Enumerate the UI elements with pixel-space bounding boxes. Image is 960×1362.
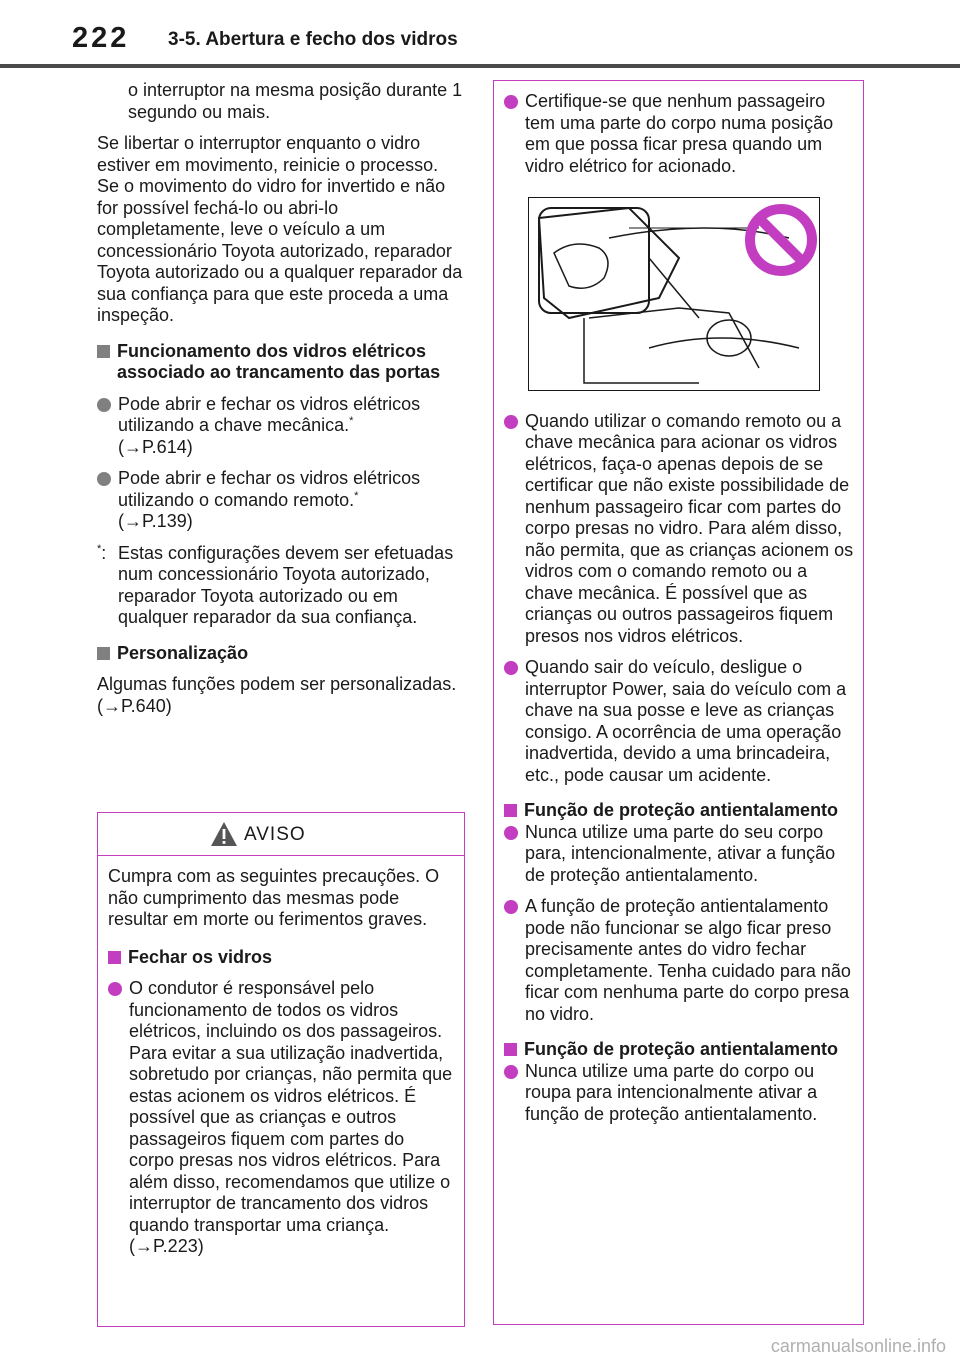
- bullet-dot-icon: [97, 472, 111, 486]
- footnote: *: Estas configurações devem ser efetuadas num concessionário Toyota autorizado, reparador Toyota autorizado ou em qualquer reparador da sua confiança.: [97, 542, 454, 627]
- page-header: [0, 0, 960, 70]
- bullet-dot-icon: [504, 415, 518, 429]
- square-marker-icon: [97, 345, 110, 358]
- bullet-dot-icon: [504, 1065, 518, 1079]
- heading-customization: Personalização: [97, 643, 467, 665]
- bullet-dot-icon: [108, 982, 122, 996]
- heading-closing-windows: Fechar os vidros: [108, 947, 454, 969]
- right-warning-column: [493, 80, 864, 1325]
- bullet-never-activate-body: Nunca utilize uma parte do seu corpo para, intencionalmente, ativar a função de proteção antientalamento.: [504, 822, 855, 887]
- square-marker-icon: [108, 951, 121, 964]
- paragraph-inspection: Se o movimento do vidro for invertido e não for possível fechá-lo ou abri-lo completamente, leve o veículo a um concessionário Toyota autorizado, reparador Toyota autorizado ou a qualquer reparador da sua confiança para que este proceda a uma inspeção.: [97, 176, 463, 325]
- warning-label: AVISO: [244, 824, 306, 845]
- header-rule: [0, 64, 960, 68]
- warning-intro: Cumpra com as seguintes precauções. O não cumprimento das mesmas pode resultar em morte ou ferimentos graves.: [108, 866, 440, 929]
- warning-box: [97, 812, 465, 1327]
- bullet-never-activate-clothing: Nunca utilize uma parte do corpo ou roupa para intencionalmente ativar a função de proteção antientalamento.: [504, 1061, 855, 1126]
- bullet-remote-key-caution: Quando utilizar o comando remoto ou a chave mecânica para acionar os vidros elétricos, faça-o apenas depois de se certificar que não existe possibilidade de nenhum passageiro ficar com partes do corpo presas no vidro. Para além disso, não permita, que as crianças acionem os vidros com o comando remoto ou a chave mecânica. É possível que as crianças ou outros passageiros fiquem presos nos vidros elétricos.: [504, 411, 855, 648]
- paragraph-customization: Algumas funções podem ser personalizadas. (→P.640): [97, 674, 457, 716]
- left-column: [97, 80, 467, 727]
- intro-continuation: o interruptor na mesma posição durante 1 segundo ou mais.: [128, 80, 463, 122]
- bullet-mechanical-key: Pode abrir e fechar os vidros elétricos utilizando a chave mecânica.* (→P.614): [97, 394, 467, 459]
- paragraph-restart: Se libertar o interruptor enquanto o vidro estiver em movimento, reinicie o processo.: [97, 133, 439, 175]
- heading-jam-protection-1: Função de proteção antientalamento: [504, 800, 855, 822]
- bullet-remote-control: Pode abrir e fechar os vidros elétricos utilizando o comando remoto.* (→P.139): [97, 468, 467, 533]
- page-number: 222: [72, 22, 130, 54]
- bullet-dot-icon: [504, 95, 518, 109]
- warning-triangle-icon: [210, 821, 238, 847]
- heading-door-lock-linked: Funcionamento dos vidros elétricos associado ao trancamento das portas: [97, 341, 467, 384]
- warning-body: [98, 856, 464, 1258]
- warning-header: [98, 813, 464, 856]
- bullet-dot-icon: [504, 900, 518, 914]
- bullet-dot-icon: [504, 661, 518, 675]
- bullet-dot-icon: [97, 398, 111, 412]
- bullet-dot-icon: [504, 826, 518, 840]
- bullet-passenger-body: Certifique-se que nenhum passageiro tem uma parte do corpo numa posição em que possa ficar presa quando um vidro elétrico for acionado.: [504, 91, 855, 177]
- square-marker-icon: [97, 647, 110, 660]
- page-ref-link[interactable]: (→P.139): [118, 511, 193, 531]
- heading-jam-protection-2: Função de proteção antientalamento: [504, 1039, 855, 1061]
- section-title: 3-5. Abertura e fecho dos vidros: [168, 29, 458, 50]
- square-marker-icon: [504, 1043, 517, 1056]
- bullet-leaving-vehicle: Quando sair do veículo, desligue o interruptor Power, saia do veículo com a chave na sua posse e leve as crianças consigo. A ocorrência de uma operação inadvertida, devido a uma brincadeira, etc., pode causar um acidente.: [504, 657, 855, 786]
- window-pinch-illustration: [528, 197, 820, 391]
- page-ref-link[interactable]: (→P.614): [118, 436, 193, 457]
- watermark: carmanualsonline.info: [770, 1336, 946, 1356]
- square-marker-icon: [504, 804, 517, 817]
- bullet-may-not-work: A função de proteção antientalamento pode não funcionar se algo ficar preso precisamente antes do vidro fechar completamente. Tenha cuidado para não ficar com nenhuma parte do corpo presa no vidro.: [504, 896, 855, 1025]
- bullet-driver-responsibility: O condutor é responsável pelo funcionamento de todos os vidros elétricos, incluindo os dos passageiros. Para evitar a sua utilização inadvertida, sobretudo por crianças, não permita que estas acionem os vidros elétricos. É possível que as crianças e outros passageiros fiquem com partes do corpo presas nos vidros elétricos. Para além disso, recomendamos que utilize o interruptor de trancamento dos vidros quando transportar uma criança. (→P.223): [108, 978, 454, 1258]
